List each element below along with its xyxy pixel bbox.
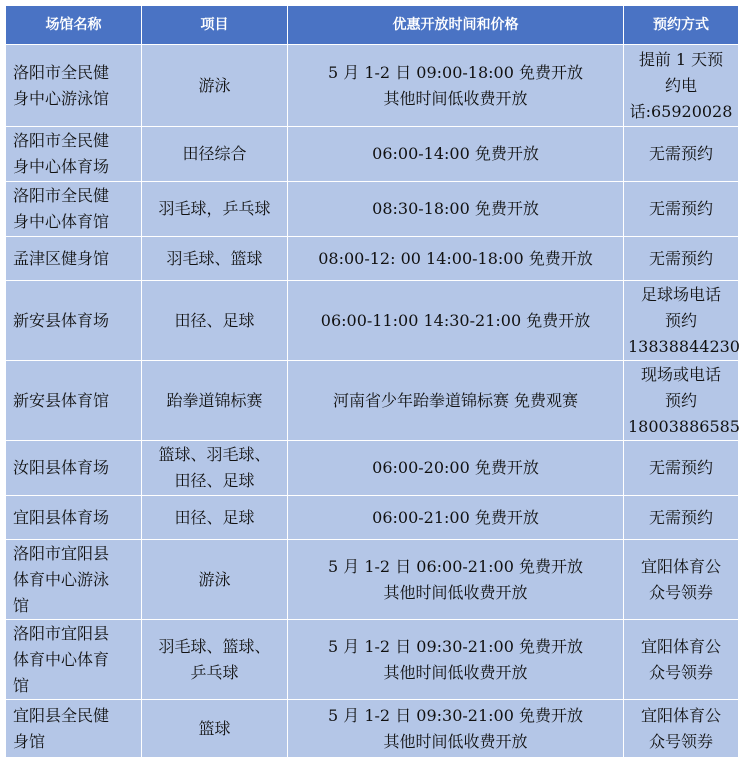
item-cell <box>142 620 288 700</box>
venue-table <box>5 5 739 758</box>
item-cell-line: 乒乓球 <box>190 662 239 682</box>
item-cell-line: 游泳 <box>198 569 231 589</box>
item-cell-line: 跆拳道锦标赛 <box>166 390 263 410</box>
booking-cell-line: 约电 <box>664 75 697 95</box>
booking-cell <box>624 361 739 441</box>
booking-cell-line: 众号领券 <box>648 582 713 602</box>
time-price-cell-line: 08:30-18:00 免费开放 <box>372 199 539 218</box>
venue-cell-line: 宜阳县全民健 <box>13 705 110 725</box>
booking-cell-line: 无需预约 <box>648 248 713 268</box>
item-cell-line: 田径、足球 <box>174 310 255 330</box>
booking-cell-line: 话:65920028 <box>629 101 733 121</box>
header-time-price: 优惠开放时间和价格 <box>288 6 624 45</box>
time-price-cell-line: 5 月 1-2 日 09:30-21:00 免费开放 <box>327 636 583 656</box>
booking-cell-line: 无需预约 <box>648 199 713 218</box>
venue-cell <box>6 620 142 700</box>
item-cell-line: 田径综合 <box>182 144 247 163</box>
table-row <box>6 182 739 237</box>
venue-cell-line: 新安县体育馆 <box>13 390 110 410</box>
time-price-cell <box>288 540 624 620</box>
item-cell <box>142 441 288 496</box>
booking-cell-line: 13838844230 <box>628 336 740 356</box>
venue-cell <box>6 700 142 758</box>
venue-cell <box>6 361 142 441</box>
item-cell <box>142 182 288 237</box>
table-row <box>6 540 739 620</box>
booking-cell <box>624 127 739 182</box>
table-row <box>6 281 739 361</box>
item-cell-line: 羽毛球，乒乓球 <box>158 199 271 218</box>
time-price-cell <box>288 441 624 496</box>
time-price-cell <box>288 620 624 700</box>
booking-cell <box>624 441 739 496</box>
item-cell-line: 田径、足球 <box>174 471 255 490</box>
booking-cell <box>624 237 739 281</box>
table-row <box>6 361 739 441</box>
booking-cell-line: 足球场电话 <box>640 284 721 304</box>
time-price-cell <box>288 182 624 237</box>
table-row <box>6 45 739 127</box>
item-cell <box>142 127 288 182</box>
venue-cell-line: 洛阳市宜阳县 <box>13 623 110 643</box>
time-price-cell-line: 其他时间低收费开放 <box>383 662 528 682</box>
item-cell <box>142 281 288 361</box>
venue-cell-line: 洛阳市全民健 <box>13 186 110 205</box>
time-price-cell <box>288 45 624 127</box>
item-cell <box>142 700 288 758</box>
time-price-cell-line: 06:00-11:00 14:30-21:00 免费开放 <box>320 310 591 330</box>
booking-cell <box>624 182 739 237</box>
table-row <box>6 127 739 182</box>
time-price-cell-line: 06:00-14:00 免费开放 <box>372 144 539 163</box>
time-price-cell-line: 5 月 1-2 日 06:00-21:00 免费开放 <box>327 556 583 576</box>
booking-cell-line: 众号领券 <box>648 731 713 751</box>
item-cell-line: 篮球、羽毛球、 <box>158 445 271 464</box>
item-cell-line: 田径、足球 <box>174 507 255 527</box>
header-booking: 预约方式 <box>624 6 739 45</box>
venue-cell-line: 身中心游泳馆 <box>13 88 110 108</box>
time-price-cell-line: 其他时间低收费开放 <box>383 582 528 602</box>
booking-cell-line: 宜阳体育公 <box>640 636 721 656</box>
time-price-cell-line: 06:00-20:00 免费开放 <box>372 458 539 477</box>
venue-cell <box>6 281 142 361</box>
time-price-cell <box>288 496 624 540</box>
item-cell-line: 羽毛球、篮球、 <box>158 636 271 656</box>
booking-cell <box>624 540 739 620</box>
booking-cell-line: 无需预约 <box>648 458 713 477</box>
item-cell-line: 游泳 <box>198 75 231 95</box>
time-price-cell-line: 其他时间低收费开放 <box>383 731 528 751</box>
time-price-cell-line: 河南省少年跆拳道锦标赛 免费观赛 <box>332 390 579 410</box>
item-cell-line: 羽毛球、篮球 <box>166 248 263 268</box>
booking-cell-line: 众号领券 <box>648 662 713 682</box>
table-row <box>6 237 739 281</box>
venue-cell-line: 孟津区健身馆 <box>13 248 110 268</box>
table-row <box>6 620 739 700</box>
venue-cell <box>6 45 142 127</box>
venue-cell <box>6 496 142 540</box>
item-cell <box>142 45 288 127</box>
booking-cell-line: 18003886585 <box>628 416 740 436</box>
booking-cell <box>624 700 739 758</box>
table-row <box>6 700 739 758</box>
venue-cell <box>6 182 142 237</box>
item-cell <box>142 237 288 281</box>
table-header-row <box>6 6 739 45</box>
venue-cell <box>6 540 142 620</box>
venue-table-container <box>5 5 739 758</box>
venue-cell-line: 体育中心游泳 <box>13 569 110 589</box>
venue-cell-line: 新安县体育场 <box>13 310 110 330</box>
time-price-cell-line: 5 月 1-2 日 09:30-21:00 免费开放 <box>327 705 583 725</box>
venue-cell-line: 宜阳县体育场 <box>13 507 110 527</box>
venue-cell-line: 身中心体育场 <box>13 157 110 176</box>
venue-cell <box>6 441 142 496</box>
venue-cell-line: 身馆 <box>13 731 46 751</box>
booking-cell <box>624 45 739 127</box>
table-row <box>6 496 739 540</box>
item-cell <box>142 361 288 441</box>
time-price-cell <box>288 237 624 281</box>
time-price-cell-line: 06:00-21:00 免费开放 <box>372 507 539 527</box>
time-price-cell-line: 5 月 1-2 日 09:00-18:00 免费开放 <box>327 62 583 82</box>
item-cell <box>142 496 288 540</box>
booking-cell-line: 宜阳体育公 <box>640 556 721 576</box>
booking-cell-line: 无需预约 <box>648 507 713 527</box>
booking-cell-line: 无需预约 <box>648 144 713 163</box>
time-price-cell-line: 08:00-12: 00 14:00-18:00 免费开放 <box>318 248 593 268</box>
venue-cell <box>6 127 142 182</box>
venue-cell <box>6 237 142 281</box>
time-price-cell <box>288 361 624 441</box>
time-price-cell <box>288 127 624 182</box>
booking-cell <box>624 620 739 700</box>
table-body <box>6 45 739 758</box>
time-price-cell-line: 其他时间低收费开放 <box>383 88 528 108</box>
venue-cell-line: 汝阳县体育场 <box>13 458 110 477</box>
header-item: 项目 <box>142 6 288 45</box>
booking-cell-line: 提前 1 天预 <box>638 49 724 69</box>
booking-cell <box>624 496 739 540</box>
table-row <box>6 441 739 496</box>
venue-cell-line: 洛阳市全民健 <box>13 62 110 82</box>
booking-cell-line: 现场或电话 <box>640 364 721 384</box>
venue-cell-line: 馆 <box>13 675 30 695</box>
venue-cell-line: 馆 <box>13 595 30 615</box>
venue-cell-line: 洛阳市全民健 <box>13 131 110 150</box>
venue-cell-line: 体育中心体育 <box>13 649 110 669</box>
item-cell <box>142 540 288 620</box>
venue-cell-line: 洛阳市宜阳县 <box>13 543 110 563</box>
booking-cell-line: 预约 <box>664 390 697 410</box>
booking-cell-line: 预约 <box>664 310 697 330</box>
booking-cell-line: 宜阳体育公 <box>640 705 721 725</box>
venue-cell-line: 身中心体育馆 <box>13 212 110 231</box>
time-price-cell <box>288 700 624 758</box>
item-cell-line: 篮球 <box>198 718 231 738</box>
time-price-cell <box>288 281 624 361</box>
header-venue: 场馆名称 <box>6 6 142 45</box>
booking-cell <box>624 281 739 361</box>
